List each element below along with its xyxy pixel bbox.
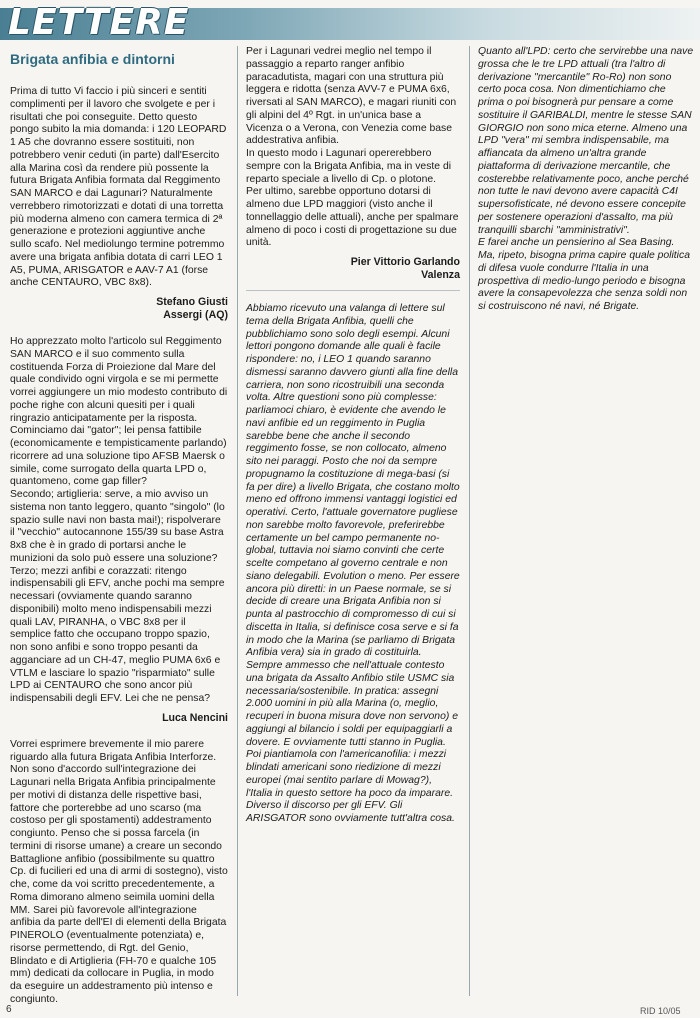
column-2	[246, 46, 460, 826]
column-rule	[469, 46, 470, 996]
signature-place: Valenza	[421, 269, 460, 281]
signature-place: Assergi (AQ)	[163, 309, 228, 321]
letter-3-paragraph: Vorrei esprimere brevemente il mio parere riguardo alla futura Brigata Anfibia Interforze. Non sono d'accordo sull'integrazione dei Lagunari nella Brigata Anfibia principalmente per motivi di distanza delle rispettive basi, fattore che porterebbe ad uno scarso (ma costoso per gli spostamenti) addestramento congiunto. Penso che si possa farcela (in termini di risorse umane) a creare un secondo Battaglione anfibio (possibilmente su quattro Cp. di fucilieri ed una di armi di sostegno), visto che, come da voi scritto precedentemente, a Roma dimorano almeno seimila uomini della MM. Sarei più favorevole all'integrazione anfibia da parte dell'EI di elementi della Brigata PINEROLO (eventualmente potenziata) e, risorse permettendo, di Rgt. del Genio, Blindato e di Artiglieria (FH-70 e qualche 105 mm) dedicati da collocare in Puglia, in modo da eseguire un addestramento più intenso e congiunto.	[10, 738, 228, 1005]
signature-2	[10, 712, 228, 725]
divider	[246, 290, 460, 291]
signature-name: Stefano Giusti	[156, 296, 228, 308]
letter-3-paragraph: In questo modo i Lagunari opererebbero sempre con la Brigata Anfibia, ma in veste di reparto speciale a livello di Cp. o plotone.	[246, 148, 452, 185]
article-headline: Brigata anfibia e dintorni	[10, 51, 175, 67]
section-title: LETTERE	[8, 2, 190, 43]
signature-1	[10, 296, 228, 322]
section-header	[0, 0, 700, 46]
page-number: 6	[6, 1004, 12, 1015]
signature-name: Pier Vittorio Garlando	[350, 256, 460, 268]
letter-2-paragraph: Terzo; mezzi anfibi e corazzati: ritengo indispensabili gli EFV, anche pochi ma sempre necessari (ovviamente quando saranno disponibili) molto meno indispensabili mezzi quali LAV, PIRANHA, o VBC 8x8 per il semplice fatto che occupano troppo spazio, non sono anfibi e sono troppo pesanti da agganciare ad un CH-47, meglio PUMA 6x6 e VTLM e lasciare lo spazio "risparmiato" sulle LPD ai CENTAURO che sono ancor più indispensabili degli EFV. Lei che ne pensa?	[10, 565, 225, 704]
issue-label: RID 10/05	[640, 1006, 681, 1016]
editor-reply: E farei anche un pensierino al Sea Basing. Ma, ripeto, bisogna prima capire quale politica di difesa vuole condurre l'Italia in una prospettiva di medio-lungo periodo e bisogna avere la consapevolezza che senza soldi non si costruiscono né navi, né Brigate.	[478, 237, 690, 312]
editor-reply: Abbiamo ricevuto una valanga di lettere sul tema della Brigata Anfibia, quelli che pubblichiamo sono solo degli esempi. Alcuni lettori pongono domande alle quali è facile rispondere: no, i LEO 1 quando saranno dismessi saranno davvero giunti alla fine della carriera, non sono ricostruibili una seconda volta. Altre questioni sono più complesse: parliamoci chiaro, è evidente che avendo le navi anfibie ed un reggimento in Puglia sarebbe bene che anche il secondo reggimento fosse, se non collocato, almeno sito nei paraggi. Posto che noi da sempre propugnamo la costituzione di mega-basi (si fa per dire) a livello Brigata, che costano molto meno ed offrono immensi vantaggi logistici ed operativi. Certo, l'attuale governatore pugliese non sarebbe molto favorevole, preferirebbe certamente un bel campo permanente no-global, tuttavia noi siamo convinti che certe scelte competano al governo centrale e non siano delegabili. Evolution o meno. Per essere ancora più diretti: in un Paese normale, se si decide di creare una Brigata Anfibia non si punta al pastrocchio di compromesso di cui si discetta in Italia, si definisce cosa serve e si fa in modo che la Marina (se parliamo di Brigata Anfibia vera) sia in grado di costituirla. Sempre ammesso che nell'attuale contesto una brigata da Assalto Anfibio stile USMC sia necessaria/sostenibile. In pratica: assegni 2.000 uomini in più alla Marina (o, meglio, recuperi in buona misura dove non servono) e aggiungi al bilancio i soldi per equipaggiarli a dovere. E ovviamente tutti stanno in Puglia. Poi piantiamola con l'americanofilia: i mezzi blindati americani sono riedizione di mezzi europei (mai sentito parlare di Mowag?), l'Italia in questo settore ha poco da imparare. Diverso il discorso per gli EFV. Gli ARISGATOR sono ovviamente tutt'altra cosa.	[246, 303, 460, 824]
editor-reply: Quanto all'LPD: certo che servirebbe una nave grossa che le tre LPD attuali (tra l'altro di derivazione "mercantile" Ro-Ro) non sono certo poca cosa. Non dimentichiamo che prima o poi bisognerà pur pensare a come sostituire il GARIBALDI, mentre le stesse SAN GIORGIO non sono mica eterne. Almeno una LPD "vera" mi sembra indispensabile, ma affiancata da almeno un'altra grande piattaforma di derivazione mercantile, che costerebbe relativamente poco, anche perché non tutte le navi devono avere capacità C4I supersofisticate, né devono essere concepite per sostenere operazioni d'assalto, ma più tranquilli sbarchi "amministrativi".	[478, 46, 694, 236]
letter-3-paragraph: Per ultimo, sarebbe opportuno dotarsi di almeno due LPD maggiori (visto anche il tonnellaggio delle attuali), anche per spalmare almeno di poco i costi di progettazione su due unità.	[246, 186, 459, 249]
column-rule	[237, 46, 238, 996]
signature-name: Luca Nencini	[162, 711, 228, 724]
letter-3-paragraph: Per i Lagunari vedrei meglio nel tempo il passaggio a reparto ranger anfibio paracadutista, magari con una struttura più leggera e ridotta (senza AVV-7 e PUMA 6x6, riversati al SAN MARCO), e magari riuniti con gli alpini del 4º Rgt. in un'unica base a Vicenza o a Verona, con Venezia come base addestrativa anfibia.	[246, 46, 457, 147]
letter-1-text: Prima di tutto Vi faccio i più sinceri e sentiti complimenti per il lavoro che svolgete e per i risultati che poi conseguite. Detto questo pongo subito la mia domanda: i 120 LEOPARD 1 A5 che dovranno essere sostituiti, non potrebbero venir ceduti (in parte) dall'Esercito alla Marina così da rendere più possente la futura Brigata Anfibia formata dal Reggimento SAN MARCO e dai Lagunari? Naturalmente verrebbero rimotorizzati e dotati di una torretta più moderna almeno con camera termica di 2ª generazione e protezioni aggiuntive anche sullo scafo. Nel mediolungo termine potremmo avere una brigata anfibia dotata di carri LEO 1 A5, PUMA, ARISGATOR e AAV-7 A1 (forse anche CENTAURO, VBC 8x8).	[10, 86, 227, 289]
column-3	[478, 46, 694, 314]
letter-2-paragraph: Cominciamo dai "gator"; lei pensa fattibile (economicamente e tempisticamente parlando) ricorrere ad una soluzione tipo AFSB Maersk o simile, come surrogato della quarta LPD o, quantomeno, come gap filler?	[10, 425, 227, 488]
signature-3	[246, 256, 460, 282]
letter-2-paragraph: Ho apprezzato molto l'articolo sul Reggimento SAN MARCO e il suo commento sulla costituenda Forza di Proiezione dal Mare del quale condivido ogni virgola e se mi permette vorrei aggiungere un mio modesto contributo di poche righe con alcuni quesiti per i quali ringrazio anticipatamente per la risposta.	[10, 336, 228, 424]
column-1	[10, 46, 228, 1007]
letter-2-paragraph: Secondo; artiglieria: serve, a mio avviso un sistema non tanto leggero, quanto "singolo" (lo spazio sulle navi non basta mai!); rispolverare il "vecchio" autocannone 155/39 su base Astra 8x8 che è in grado di portarsi anche le munizioni da solo può essere una soluzione?	[10, 489, 225, 564]
